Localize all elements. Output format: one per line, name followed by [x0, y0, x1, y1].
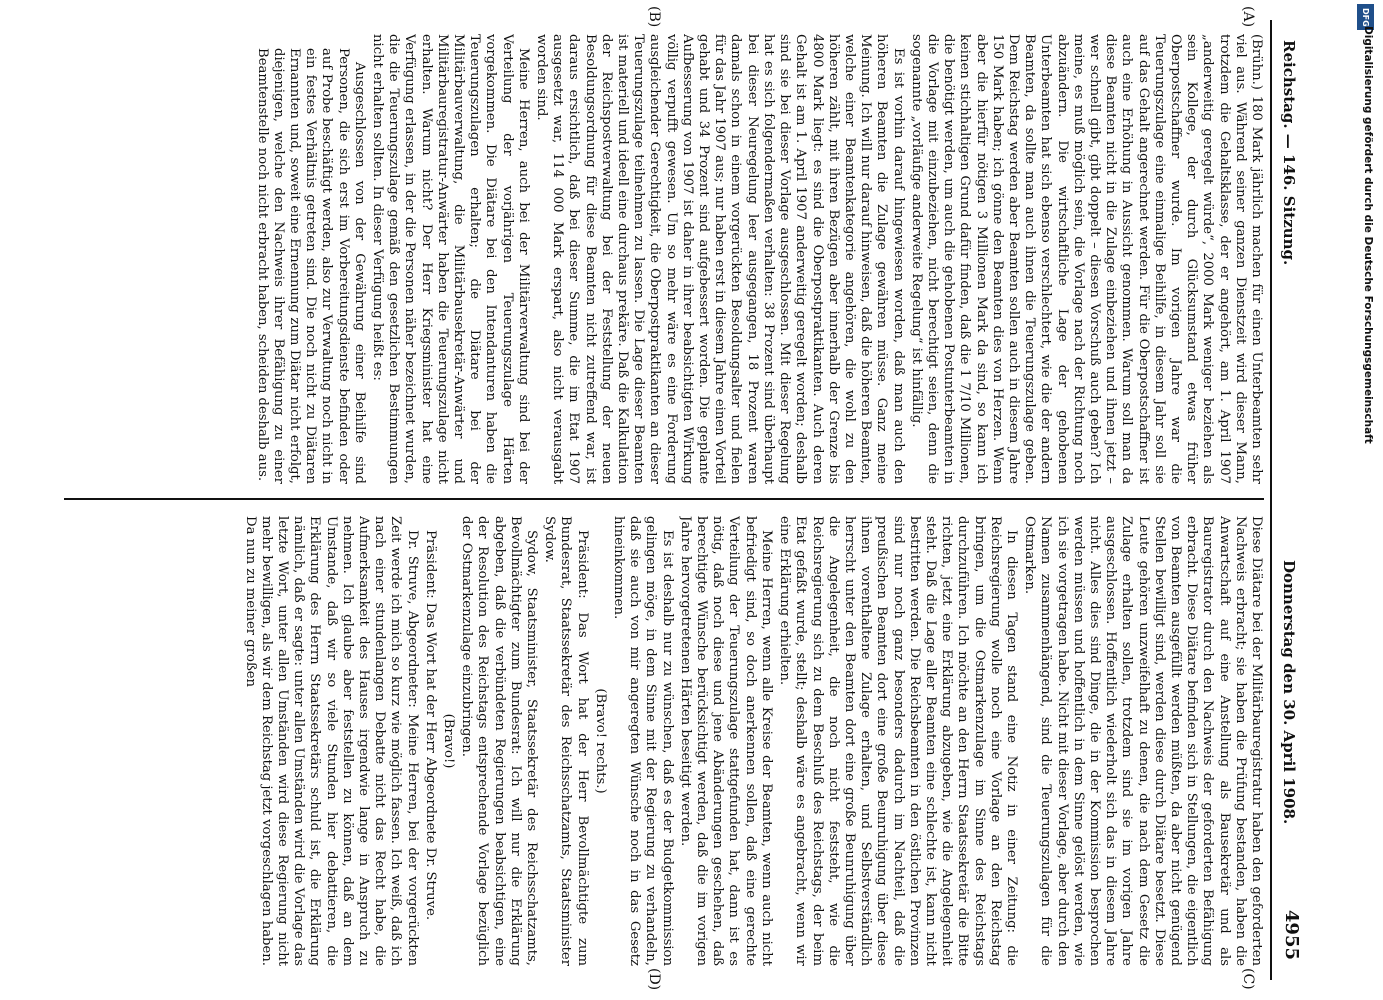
margin-mark-c: (C): [1240, 968, 1256, 990]
right-paragraph: Sydow, Staatsminister, Staatssekretär des Reichsschatzamts, Bevollmächtigter zum Bundesrat: Ich will nur die Erklärung abgeben, daß die verbündeten Regierungen beabsichtigen, eine der Resolution des Reichstags entsprechende Vorlage bezüglich der Ostmarkenzulage einzubringen.: [459, 516, 540, 966]
dfg-logo-icon: DFG: [1357, 4, 1374, 30]
page-number: 4955: [1281, 909, 1302, 960]
left-paragraph: (Brühn.) 180 Mark jährlich machen für einen Unterbeamten sehr viel aus. Während seiner ganzen Dienstzeit wird dieser Mann, trotzdem die Gehaltsklasse, der er angehört, am 1. April 1907 „anderweitig geregelt würde“, 2000 Mark weniger beziehen als sein Kollege, der durch Glücksumstand etwas früher Oberpostschaffner wurde. Im vorigen Jahre war die Teuerungszulage eine einmalige Beihilfe, in diesem Jahr soll sie auf das Gehalt angerechnet werden. Für die Oberpostschaffner ist auch eine Erhöhung in Aussicht genommen. Warum soll man da diese Beamten nicht in die Zulage einbeziehen und ihnen jetzt – wer schnell gibt, gibt doppelt – diesen Vorschuß auch geben? Ich meine, es muß möglich sein, die Vorlage nach der Richtung noch abzuändern. Die wirtschaftliche Lage der gehobenen Unterbeamten hat sich ebenso verschlechtert, wie die der andern Beamten, da sollte man auch ihnen die Teuerungszulage geben. Dem Reichstag werden aber Beamten sollen auch in diesem Jahre 150 Mark haben; ich gönne den Beamten dies von Herzen. Wenn aber die hierfür nötigen 3 Millionen Mark da sind, so kann ich keinen stichhaltigen Grund dafür finden, daß die 1 7/10 Millionen, die benötigt werden, um auch die gehobenen Postunterbeamten in die Vorlage mit einzubeziehen, nicht berechtigt seien, denn die sogenannte „vorläufige anderweite Regelung“ ist hinfällig.: [908, 34, 1264, 484]
rotated-page-content: [2, 0, 1342, 1000]
margin-mark-a: (A): [1240, 6, 1256, 28]
right-paragraph: Präsident: Das Wort hat der Herr Abgeordnete Dr. Struve.: [422, 530, 438, 921]
right-paragraph: Präsident: Das Wort hat der Herr Bevollmächtigte zum Bundesrat, Staatssekretär des Reichsschatzamts, Staatsminister Sydow.: [542, 516, 590, 966]
page-header: [1272, 40, 1302, 960]
credit-text: Digitalisierung gefördert durch die Deutsche Forschungsgemeinschaft: [1362, 26, 1374, 444]
left-column: [84, 34, 1264, 484]
right-paragraph: Diese Diätare bei der Militärbauregistratur haben den geforderten Nachweis erbracht; sie haben die Prüfung bestanden, haben die Anwartschaft auf eine Anstellung als Bausekretär und als Bauregistrator durch den Nachweis der geforderten Befähigung erbracht. Diese Diätare befinden sich in Stellungen, die eigentlich von Beamten ausgefüllt werden müßten, da aber nicht genügend Stellen bewilligt sind, werden diese durch Diätare besetzt. Diese Leute gehören unzweifelhaft zu denen, die nach dem Gesetz die Zulage erhalten sollen, trotzdem sind sie im vorigen Jahre ausgeschlossen. Hoffentlich wiederholt sich das in diesem Jahre nicht. Alles dies sind Dinge, die in der Kommission besprochen werden müssen und hoffentlich in dem Sinne gelöst werden, wie ich sie vorgetragen habe. Nicht mit dieser Vorlage, aber durch den Namen zusammenhängend, sind die Teuerungszulagen für die Ostmarken.: [1022, 516, 1264, 966]
margin-mark-b: (B): [646, 6, 662, 28]
header-rule: [1270, 20, 1272, 980]
header-left: Reichstag. — 146. Sitzung.: [1280, 40, 1298, 266]
digitization-credit: [1357, 8, 1375, 988]
right-paragraph: Es ist deshalb nur zu wünschen, daß es der Budgetkommission gelingen möge, in dem Sinne mit der Regierung zu verhandeln, daß sie auch von mir angeregten Wünsche noch in das Gesetz hineinkommen.: [611, 516, 675, 966]
right-paragraph: Dr. Struve, Abgeordneter: Meine Herren, bei der vorgerückten Zeit werde ich mich so kurz wie möglich fassen. Ich weiß, daß ich nach einer stundenlangen Debatte nicht das Recht habe, die Aufmerksamkeit des Hauses irgendwie lange in Anspruch zu nehmen. Ich glaube aber feststellen zu können, daß an dem Umstande, daß wir so viele Stunden hier debattieren, die Erklärung des Herrn Staatssekretärs schuld ist, die Erklärung nämlich, daß er sagte: unter allen Umständen wird die Vorlage das letzte Wort, unter allen Umständen wird diese Regierung nicht mehr bewilligen, als wir dem Reichstag jetzt vorgeschlagen haben. Da nun zu meiner großen: [242, 516, 420, 966]
left-paragraph: Ausgeschlossen von der Gewährung einer Beihilfe sind Personen, die sich erst im Vorbereitungsdienste befinden oder auf Probe beschäftigt werden, also zur Verwaltung noch nicht in ein festes Verhältnis getreten sind. Die noch nicht zu Diätaren Ernannten und, soweit eine Ernennung zum Diätar nicht erfolgt, diejenigen, welche den Nachweis ihrer Befähigung zu einer Beamtenstelle noch nicht erbracht haben, scheiden deshalb aus.: [254, 48, 367, 484]
left-paragraph: Es ist vorhin darauf hingewiesen worden, daß man auch den höheren Beamten die Zulage gewähren müsse. Ganz meine Meinung. Ich will nur darauf hinweisen, daß die höheren Beamten, welche einer Beamtenkategorie angehören, die wohl zu den höheren zählt, mit ihren Bezügen aber innerhalb der Grenze bis 4800 Mark liegt: es sind die Oberpostpraktikanten. Auch deren Gehalt ist am 1. April 1907 anderweitig geregelt worden; deshalb sind sie bei dieser Vorlage ausgeschlossen. Mit dieser Regelung hat es sich folgendermaßen verhalten: 38 Prozent sind überhaupt bei dieser Neuregelung leer ausgegangen, 18 Prozent waren damals schon in einem vorgerückten Besoldungsalter und fielen für das Jahr 1907 aus; nur haben erst in diesem Jahre einen Vorteil gehabt und 34 Prozent sind aufgebessert worden. Die geplante Aufbesserung von 1907 ist daher in ihrer beabsichtigten Wirkung völlig verpufft gewesen. Um so mehr wäre es eine Forderung ausgleichender Gerechtigkeit, die Oberpostpraktikanten an dieser Teuerungszulage teilnehmen zu lassen. Die Lage dieser Beamten ist materiell und ideell eine durchaus prekäre. Daß die Kalkulation der Reichspostverwaltung bei der Feststellung der neuen Besoldungsordnung für diese Beamten nicht zutreffend war, ist daraus ersichtlich, daß bei dieser Summe, die im Etat 1907 ausgesetzt war, 114 000 Mark erspart, also nicht verausgabt worden sind.: [534, 34, 906, 484]
left-paragraph: Meine Herren, auch bei der Militärverwaltung sind bei der Verteilung der vorjährigen Teuerungszulage Härten vorgekommen. Die Diätare bei den Intendanturen haben die Teuerungszulagen erhalten; die Diätare bei der Militärbauverwaltung, die Militärbausekretär-Anwärter und Militärbauregistratur-Anwärter haben die Teuerungszulage nicht erhalten. Warum nicht? Der Herr Kriegsminister hat eine Verfügung erlassen, in der die Personen näher bezeichnet wurden, die die Teuerungszulage gemäß den gesetzlichen Bestimmungen nicht erhalten sollten. In dieser Verfügung heißt es:: [370, 34, 531, 484]
column-divider: [64, 498, 1264, 500]
right-column: [84, 516, 1264, 966]
right-paragraph: Meine Herren, wenn alle Kreise der Beamten, wenn auch nicht befriedigt sind, so doch anerkennen sollen, daß eine gerechte Verteilung der Teuerungszulage stattgefunden hat, dann ist es nötig, daß noch diese und jene Abänderungen geschehen, daß berechtigte Wünsche berücksichtigt werden, daß die im vorigen Jahre hervorgetretenen Härten beseitigt werden.: [677, 516, 774, 966]
right-paragraph: In diesen Tagen stand eine Notiz in einer Zeitung: die Reichsregierung wolle noch eine Vorlage an den Reichstag bringen, um die Ostmarkenzulage im Sinne des Reichstags durchzuführen. Ich möchte an den Herrn Staatssekretär die Bitte richten, jetzt eine Erklärung abzugeben, wie die Angelegenheit steht. Daß die Lage aller Beamten eine schlechte ist, kann nicht bestritten werden. Die Reichsbeamten in den östlichen Provinzen sind nur noch ganz besonders dadurch im Nachteil, daß die preußischen Beamten dort eine große Beunruhigung über diese ihnen vorenthaltene Zulage erhalten, und Selbstverständlich herrscht unter den Beamten dort eine große Beunruhigung über die Angelegenheit, die noch nicht feststeht, wie die Reichsregierung sich zu dem Beschluß des Reichstags, der beim Etat gefaßt wurde, stellt; deshalb wäre es angebracht, wenn wir eine Erklärung erhielten.: [777, 516, 1019, 966]
header-center: Donnerstag den 30. April 1908.: [1280, 560, 1298, 825]
margin-mark-d: (D): [646, 968, 662, 991]
right-interjection: (Bravo! rechts.): [592, 688, 608, 794]
right-interjection: (Bravo!): [441, 713, 457, 769]
